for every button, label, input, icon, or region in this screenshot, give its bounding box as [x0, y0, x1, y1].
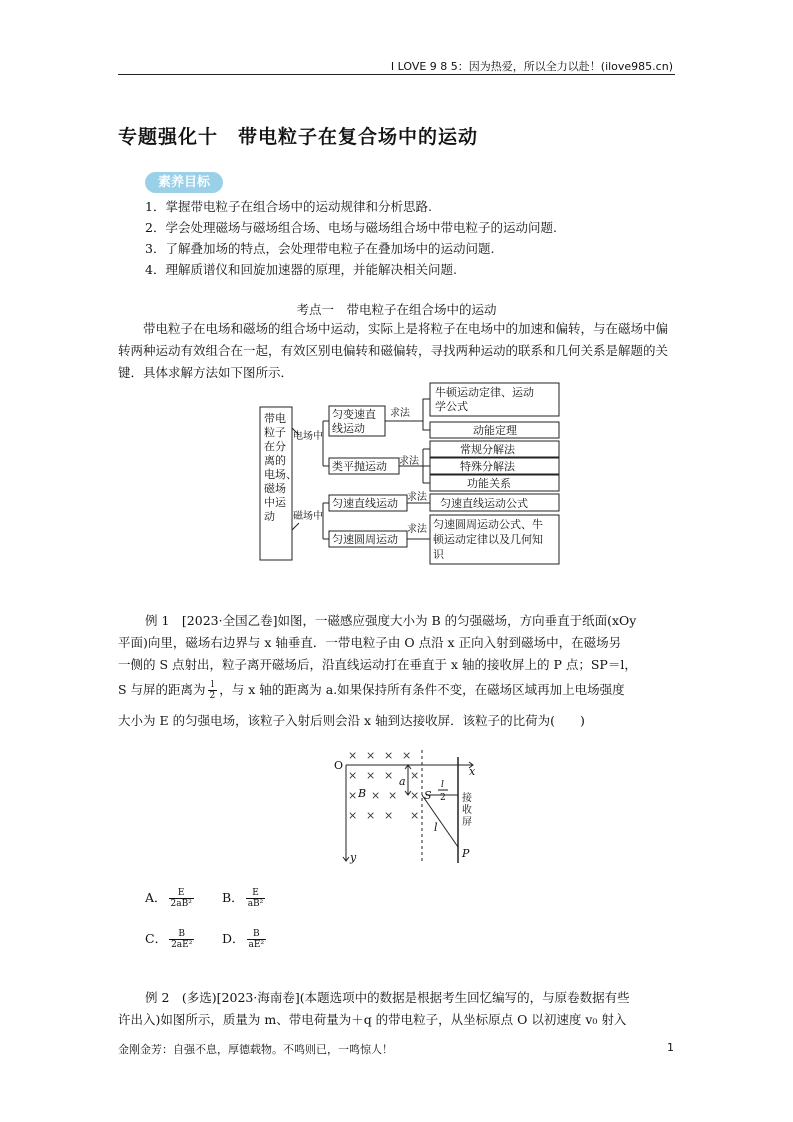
svg-text:×: ×	[402, 749, 412, 762]
flow-qiufa: 求法	[407, 492, 427, 503]
svg-text:×: ×	[348, 789, 358, 802]
magnetic-field-figure	[328, 745, 488, 870]
flow-root-line: 在分	[264, 440, 286, 453]
option-C[interactable]: C． $\frac{B}{\text{2aE²}}$	[145, 929, 193, 950]
svg-text:×: ×	[384, 769, 394, 782]
flow-m1-line: 匀变速直	[332, 408, 376, 421]
page-footer: 金刚金芳：自强不息，厚德载物。不鸣则已，一鸣惊人！	[118, 1043, 393, 1056]
screen-label: 接	[462, 793, 472, 804]
ex2-line: 许出入)如图所示，质量为 m、带电荷量为＋q 的带电粒子，从坐标原点 O 以初速度 v₀ 射入	[118, 1012, 627, 1027]
flow-qiufa: 求法	[390, 408, 410, 419]
ex1-text: ，与 x 轴的距离为 a.如果保持所有条件不变，在磁场区域再加上电场强度	[219, 682, 625, 697]
intro-text: 带电粒子在电场和磁场的组合场中运动，实际上是将粒子在电场中的加速和偏转，与在磁场中偏转两种运动有效组合在一起，有效区别电偏转和磁偏转，寻找两种运动的联系和几何关系是解题的关键．具体求解方法如下图所示．	[118, 321, 669, 380]
goal-item: 2．学会处理磁场与磁场组合场、电场与磁场组合场中带电粒子的运动问题.	[145, 220, 557, 235]
flow-electric-label: 电场中	[293, 431, 323, 442]
ex1-line: 例 1 [2023·全国乙卷]如图，一磁感应强度大小为 B 的匀强磁场，方向垂直于纸面(xOy	[145, 613, 637, 628]
flow-r2: 动能定理	[473, 424, 517, 437]
ex1-line: 平面)向里，磁场右边界与 x 轴垂直．一带电粒子由 O 点沿 x 正向入射到磁场中，在磁场另	[118, 635, 622, 650]
ex1-line4	[118, 680, 625, 701]
flow-r7-line: 顿运动定律以及几何知	[433, 533, 543, 546]
label-x: x	[469, 765, 476, 778]
screen-label: 收	[462, 805, 472, 816]
svg-text:×: ×	[348, 809, 358, 822]
flow-root-line: 磁场	[264, 482, 286, 495]
flow-root-line: 带电	[264, 412, 286, 425]
ex2-line: 例 2 (多选)[2023·海南卷](本题选项中的数据是根据考生回忆编写的，与原卷数据有些	[145, 990, 630, 1005]
screen-label: 屏	[462, 817, 472, 828]
flow-root-line: 动	[264, 510, 275, 523]
label-y: y	[350, 851, 357, 864]
label-a: a	[399, 775, 406, 788]
label-half-l-num: l	[441, 780, 444, 790]
svg-text:×: ×	[371, 789, 381, 802]
flow-r5: 功能关系	[467, 477, 511, 490]
flow-qiufa: 求法	[407, 524, 427, 535]
label-half-l-den: 2	[440, 793, 446, 803]
section-heading: 考点一 带电粒子在组合场中的运动	[296, 302, 497, 317]
page-header: I LOVE 9 8 5：因为热爱，所以全力以赴！(ilove985.cn)	[390, 60, 673, 73]
flow-magnetic-label: 磁场中	[293, 511, 323, 522]
flow-r4: 特殊分解法	[460, 460, 515, 473]
ex1-line: 大小为 E 的匀强电场，该粒子入射后则会沿 x 轴到达接收屏．该粒子的比荷为( )	[118, 713, 585, 728]
flow-root-line: 粒子	[264, 426, 286, 439]
goal-item: 4．理解质谱仪和回旋加速器的原理，并能解决相关问题.	[145, 262, 457, 277]
goals-badge: 素养目标	[145, 172, 223, 193]
flow-r1-line: 学公式	[435, 400, 468, 413]
svg-text:×: ×	[348, 749, 358, 762]
fraction-l-over-2: $\frac{l}{2}$	[209, 680, 216, 701]
svg-text:×: ×	[410, 809, 420, 822]
goal-item: 1．掌握带电粒子在组合场中的运动规律和分析思路.	[145, 199, 432, 214]
flow-m1-line: 线运动	[332, 422, 365, 435]
page-number: 1	[667, 1041, 674, 1054]
flow-r6: 匀速直线运动公式	[440, 497, 528, 510]
page-title: 专题强化十 带电粒子在复合场中的运动	[118, 126, 479, 148]
ex1-line: 一侧的 S 点射出，粒子离开磁场后，沿直线运动打在垂直于 x 轴的接收屏上的 P 点；SP＝l，	[118, 657, 637, 672]
ex1-text: S 与屏的距离为	[118, 682, 206, 697]
label-B: B	[358, 787, 367, 800]
flow-m2: 类平抛运动	[332, 460, 387, 473]
label-P: P	[462, 847, 470, 860]
field-crosses	[348, 749, 419, 822]
flow-qiufa: 求法	[399, 456, 419, 467]
label-l: l	[434, 821, 438, 834]
flow-m4: 匀速圆周运动	[332, 533, 398, 546]
option-D[interactable]: D． $\frac{B}{\text{aE²}}$	[222, 929, 265, 950]
header-rule	[118, 74, 675, 75]
label-O: O	[334, 759, 344, 772]
flow-r7-line: 识	[433, 548, 444, 561]
svg-text:×: ×	[388, 789, 398, 802]
flow-root-line: 电场、	[264, 468, 297, 481]
flow-root-line: 离的	[264, 454, 286, 467]
flow-r7-line: 匀速圆周运动公式、牛	[433, 518, 543, 531]
svg-text:×: ×	[366, 749, 376, 762]
label-S: S	[424, 789, 432, 802]
flow-r3: 常规分解法	[460, 443, 515, 456]
svg-text:×: ×	[384, 809, 394, 822]
svg-text:×: ×	[366, 809, 376, 822]
svg-text:×: ×	[410, 789, 420, 802]
svg-text:×: ×	[384, 749, 394, 762]
goal-item: 3．了解叠加场的特点，会处理带电粒子在叠加场中的运动问题.	[145, 241, 495, 256]
svg-text:×: ×	[366, 769, 376, 782]
option-A[interactable]: A． $\frac{E}{\text{2aB²}}$	[145, 888, 192, 909]
flow-root-line: 中运	[264, 496, 286, 509]
svg-text:×: ×	[348, 769, 358, 782]
intro-paragraph	[118, 318, 675, 384]
svg-text:×: ×	[410, 769, 420, 782]
method-flowchart	[255, 380, 565, 566]
flow-m3: 匀速直线运动	[332, 497, 398, 510]
option-B[interactable]: B． $\frac{E}{\text{aB²}}$	[222, 888, 264, 909]
flow-r1-line: 牛顿运动定律、运动	[435, 386, 534, 399]
